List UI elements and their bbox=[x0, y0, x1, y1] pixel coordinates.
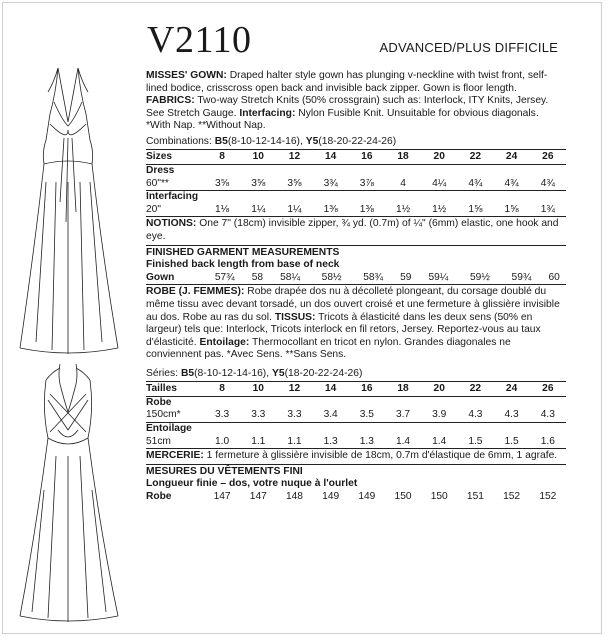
yardage-table: Sizes 8 10 12 14 16 18 20 22 24 26 Dress 60"** 3⅝ 3⅝ 3⅝ 3¾ 3⅞ 4 4¼ 4¾ 4¾ 4¾ Interfacing 20" 1⅛ 1¼ 1¼ 1⅜ 1⅜ 1½ 1½ 1⅝ 1⅝ 1¾ bbox=[146, 149, 566, 217]
mercerie: MERCERIE: 1 fermeture à glissière invisible de 18cm, 0.7m d'élastique de 6mm, 1 agrafe. bbox=[146, 449, 566, 465]
notions: NOTIONS: One 7" (18cm) invisible zipper, ¾ yd. (0.7m) of ¼" (6mm) elastic, one hook and eye. bbox=[146, 217, 566, 245]
difficulty-level: ADVANCED/PLUS DIFFICILE bbox=[379, 40, 558, 55]
english-description: MISSES' GOWN: Draped halter style gown has plunging v-neckline with twist front, self-lined bodice, crisscross open back and invisible back zipper. Gown is floor length. FABRICS: Two-way Stretch Knits (50% crossgrain) such as: Interlock, ITY Knits, Jersey. See Stretch Gauge. Interfacing: Nylon Fusible Knit. Unsuitable for obvious diagonals. *With Nap. **Without Nap. bbox=[146, 70, 549, 132]
finished-measurements-title: FINISHED GARMENT MEASUREMENTS bbox=[146, 246, 340, 258]
french-description: ROBE (J. FEMMES): Robe drapée dos nu à décolleté plongeant, du corsage doublé du même tissu avec devant torsadé, un dos ouvert croisé et une fermeture à glissière invisible au dos. Robe au ras du sol. TISSUS: Tricots à élasticité dans les deux sens (50% en largeur) tels que: Interlock, Tricots interlock en fil retors, Jersey. Reportez-vous au taux d'élasticité. Entoilage: Thermocollant en tricot en nylon. Grandes diagonales ne conviennent pas. *Avec Sens. **Sans Sens. bbox=[146, 286, 560, 361]
metrage-table: Tailles 8 10 12 14 16 18 20 22 24 26 Robe 150cm* 3.3 3.3 3.3 3.4 3.5 3.7 3.9 4.3 4.3 4.3 Entoilage 51cm 1.0 1.1 1.1 1.3 1.3 1.4 1.4 1.5 1.5 1.6 bbox=[146, 381, 566, 449]
sizes-row: Sizes 8 10 12 14 16 18 20 22 24 26 bbox=[146, 149, 566, 164]
fabrics-label: FABRICS: bbox=[146, 95, 195, 107]
mesures-subtitle: Longueur finie – dos, votre nuque à l'ourlet bbox=[146, 478, 358, 490]
pattern-number: V2110 bbox=[147, 19, 252, 61]
interfacing-label: Interfacing: bbox=[239, 107, 296, 119]
interfacing-row: 20" 1⅛ 1¼ 1¼ 1⅜ 1⅜ 1½ 1½ 1⅝ 1⅝ 1¾ bbox=[146, 204, 566, 217]
robe-length-table: Robe 147 147 148 149 149 150 150 151 152 152 bbox=[146, 491, 557, 503]
dress-row: 60"** 3⅝ 3⅝ 3⅝ 3¾ 3⅞ 4 4¼ 4¾ 4¾ 4¾ bbox=[146, 178, 566, 191]
finished-length-subtitle: Finished back length from base of neck bbox=[146, 259, 340, 271]
gown-length-table: Gown 57¾ 58 58¼ 58½ 58¾ 59 59¼ 59½ 59¾ 60 bbox=[146, 272, 566, 286]
back-view-sketch bbox=[10, 360, 130, 630]
garment-title: MISSES' GOWN: bbox=[146, 70, 227, 81]
english-section bbox=[146, 70, 566, 504]
mesures-title: MESURES DU VÊTEMENTS FINI bbox=[146, 465, 303, 477]
series-line: Séries: B5(8-10-12-14-16), Y5(18-20-22-24-26) bbox=[146, 367, 363, 379]
front-view-sketch bbox=[10, 62, 130, 362]
combinations-line: Combinations: B5(8-10-12-14-16), Y5(18-20-22-24-26) bbox=[146, 135, 397, 147]
